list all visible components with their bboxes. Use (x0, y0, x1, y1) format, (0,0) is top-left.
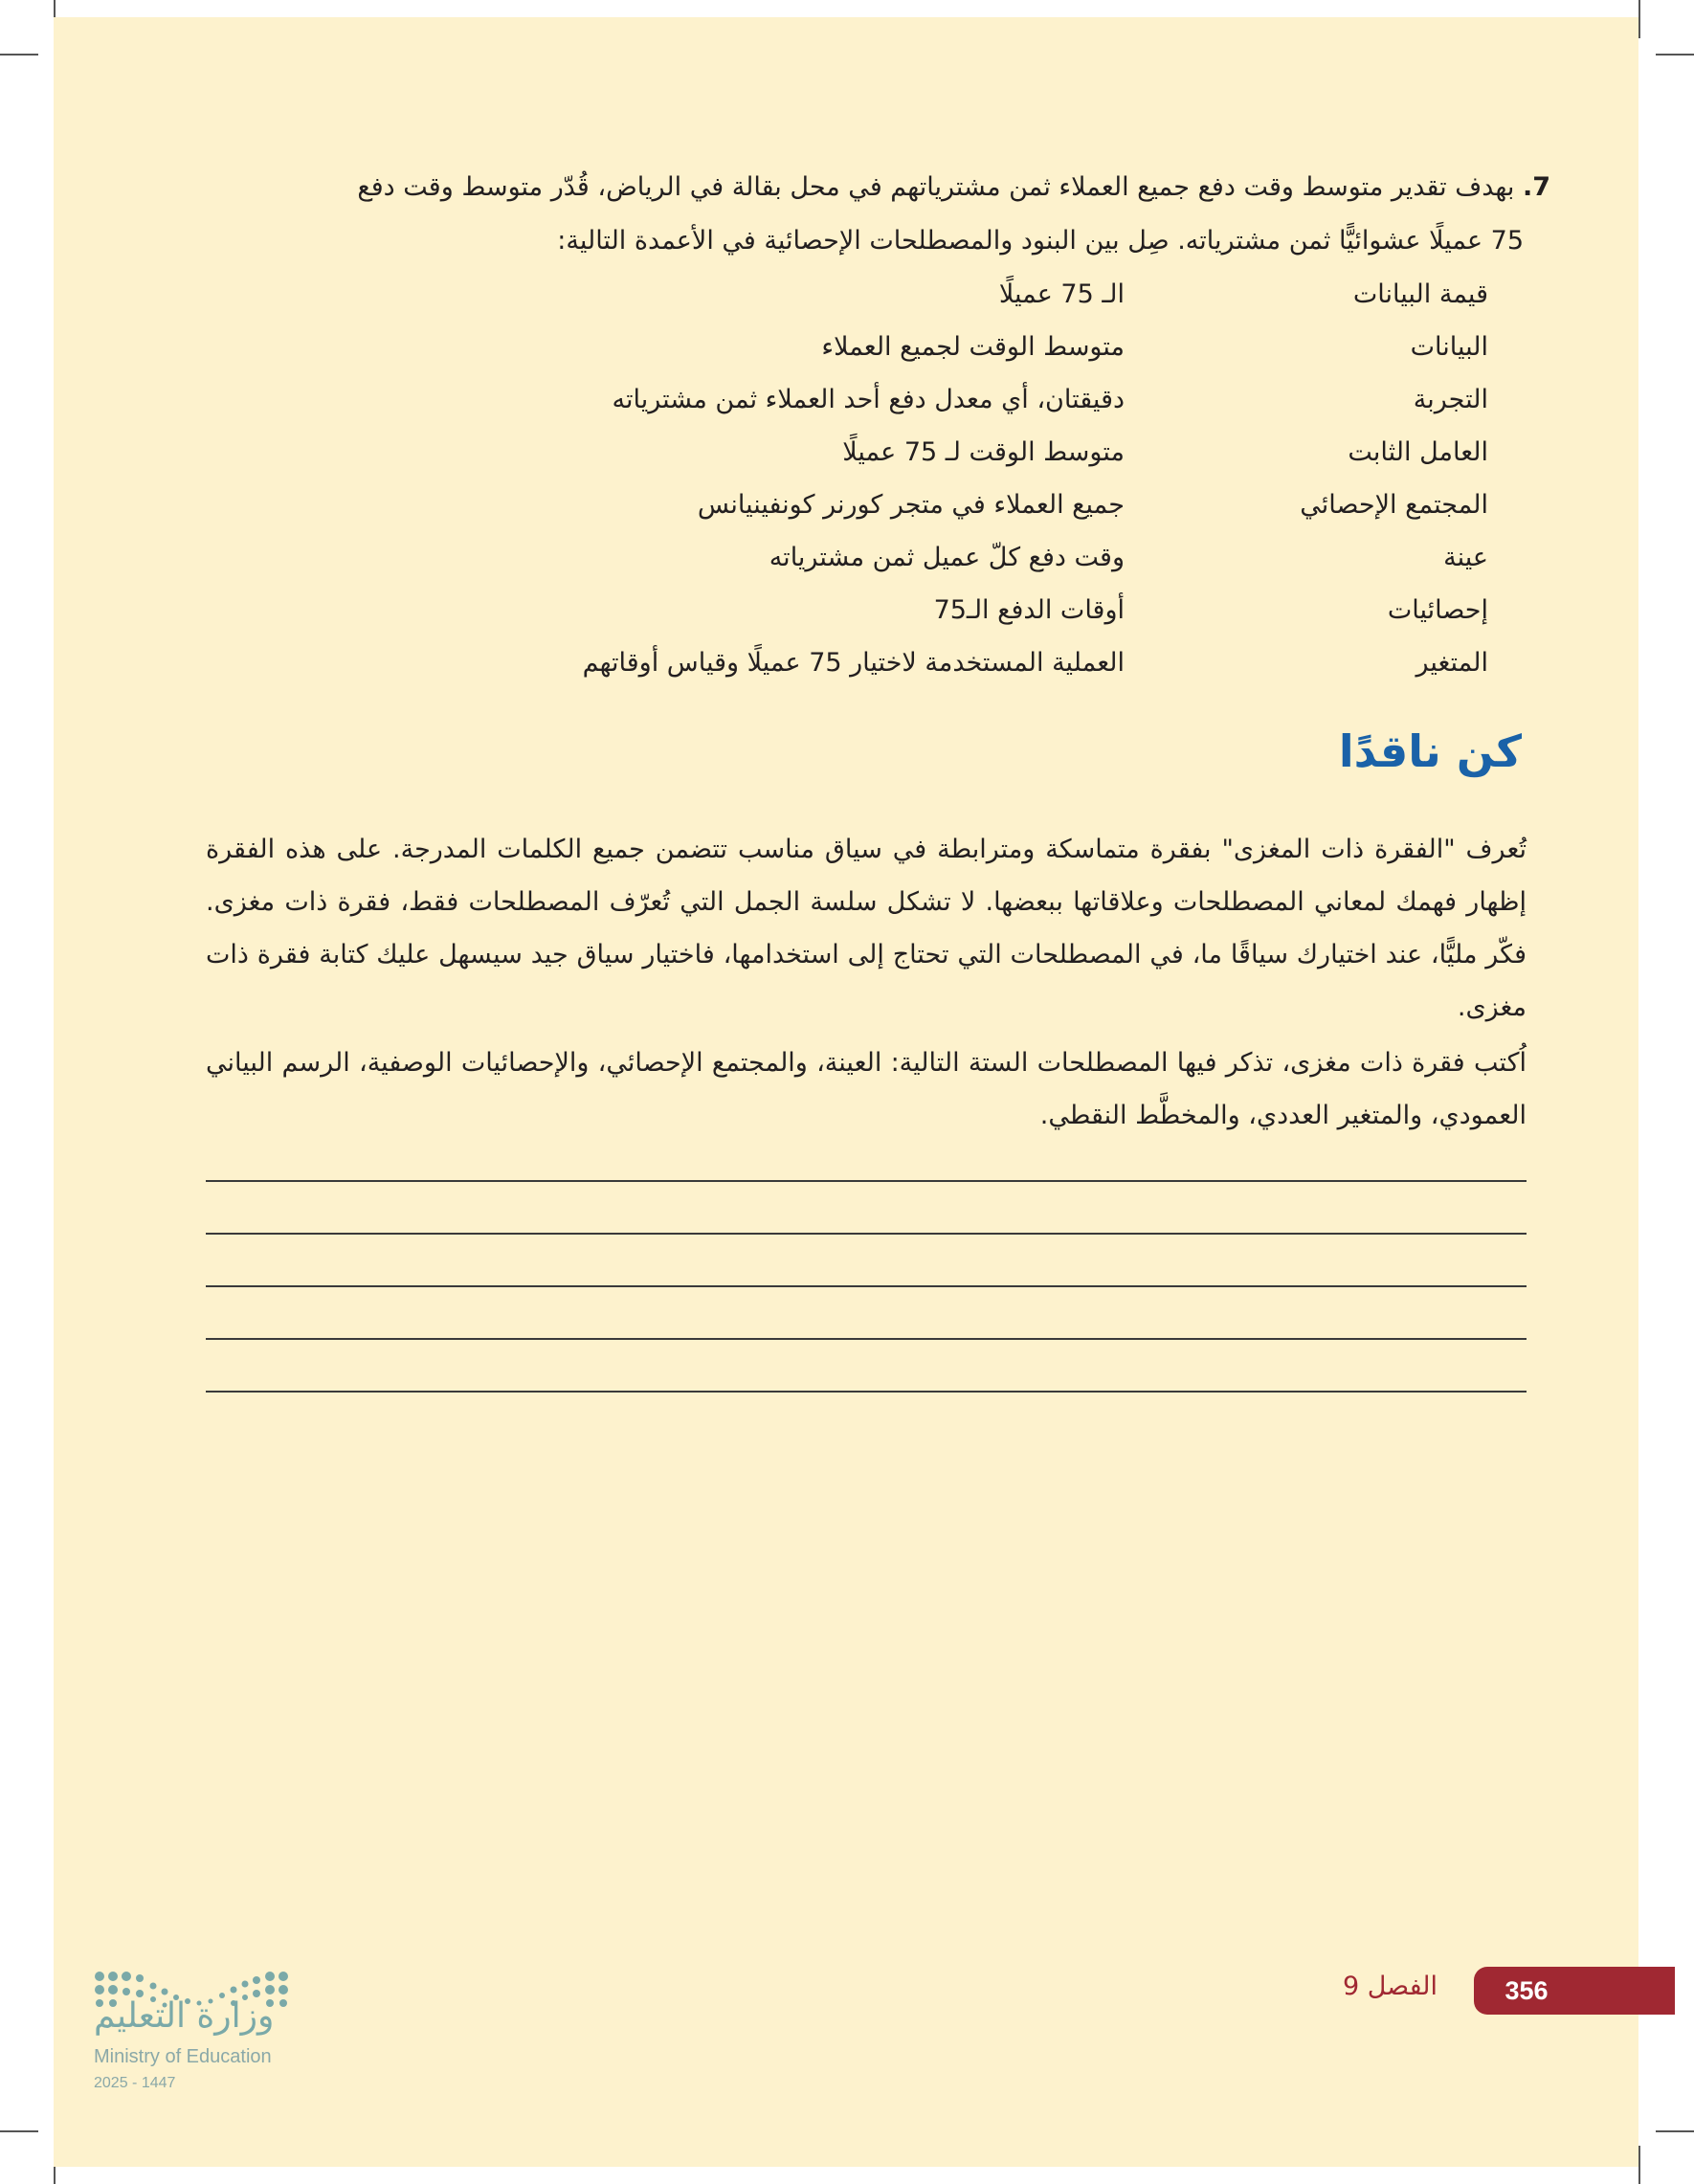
answer-line[interactable] (206, 1338, 1527, 1340)
term-item: التجربة (1413, 385, 1488, 414)
term-item: عينة (1443, 543, 1488, 572)
chapter-label: الفصل 9 (1342, 1972, 1438, 2001)
answer-line[interactable] (206, 1180, 1527, 1182)
question-number: 7. (1522, 172, 1550, 202)
question-text-line2: 75 عميلًا عشوائيًّا ثمن مشترياته. صِل بين البنود والمصطلحات الإحصائية في الأعمدة التالية: (557, 226, 1524, 256)
section-title: كن ناقدًا (1338, 725, 1522, 777)
term-item: قيمة البيانات (1352, 279, 1488, 309)
crop-mark (1638, 2146, 1640, 2184)
crop-mark (1656, 2130, 1694, 2132)
term-item: إحصائيات (1387, 595, 1488, 625)
description-item: دقيقتان، أي معدل دفع أحد العملاء ثمن مشترياته (612, 385, 1125, 414)
crop-mark (1638, 0, 1640, 38)
description-item: وقت دفع كلّ عميل ثمن مشترياته (769, 543, 1125, 572)
crop-mark (0, 54, 38, 56)
description-item: متوسط الوقت لجميع العملاء (821, 332, 1125, 362)
page-number: 356 (1505, 1976, 1549, 2005)
question-7 (201, 161, 1550, 268)
description-item: الـ 75 عميلًا (998, 279, 1125, 309)
answer-line[interactable] (206, 1233, 1527, 1235)
crop-mark (0, 2130, 38, 2132)
description-item: متوسط الوقت لـ 75 عميلًا (842, 437, 1125, 467)
ministry-name-english: Ministry of Education (94, 2046, 272, 2067)
paragraph-intro: تُعرف "الفقرة ذات المغزى" بفقرة متماسكة ومترابطة في سياق مناسب تتضمن جميع الكلمات المدرجة. على هذه الفقرة إظهار فهمك لمعاني المصطلحات وعلاقاتها ببعضها. لا تشكل سلسة الجمل التي تُعرّف المصطلحات فقط، فقرة ذات مغزى. فكّر مليًّا، عند اختيارك سياقًا ما، في المصطلحات التي تحتاج إلى استخدامها، فاختيار سياق جيد سيسهل عليك كتابة فقرة ذات مغزى. (206, 835, 1527, 1022)
answer-line[interactable] (206, 1391, 1527, 1393)
description-item: أوقات الدفع الـ75 (933, 595, 1125, 625)
term-item: البيانات (1410, 332, 1488, 362)
ministry-year: 2025 - 1447 (94, 2075, 176, 2091)
crop-mark (1656, 54, 1694, 56)
term-item: المتغير (1415, 648, 1488, 678)
term-item: العامل الثابت (1348, 437, 1488, 467)
term-item: المجتمع الإحصائي (1300, 490, 1488, 520)
answer-line[interactable] (206, 1285, 1527, 1287)
description-item: العملية المستخدمة لاختيار 75 عميلًا وقياس أوقاتهم (582, 648, 1125, 678)
paragraph-task: اُكتب فقرة ذات مغزى، تذكر فيها المصطلحات الستة التالية: العينة، والمجتمع الإحصائي، والإحصائيات الوصفية، الرسم البياني العمودي، والمتغير العددي، والمخطَّط النقطي. (206, 1048, 1527, 1130)
ministry-name-arabic: وزارة التعليم (94, 1996, 275, 2036)
description-item: جميع العملاء في متجر كورنر كونفينيانس (697, 490, 1125, 520)
question-text-line1: بهدف تقدير متوسط وقت دفع جميع العملاء ثمن مشترياتهم في محل بقالة في الرياض، قُدّر متوسط وقت دفع (357, 172, 1515, 202)
